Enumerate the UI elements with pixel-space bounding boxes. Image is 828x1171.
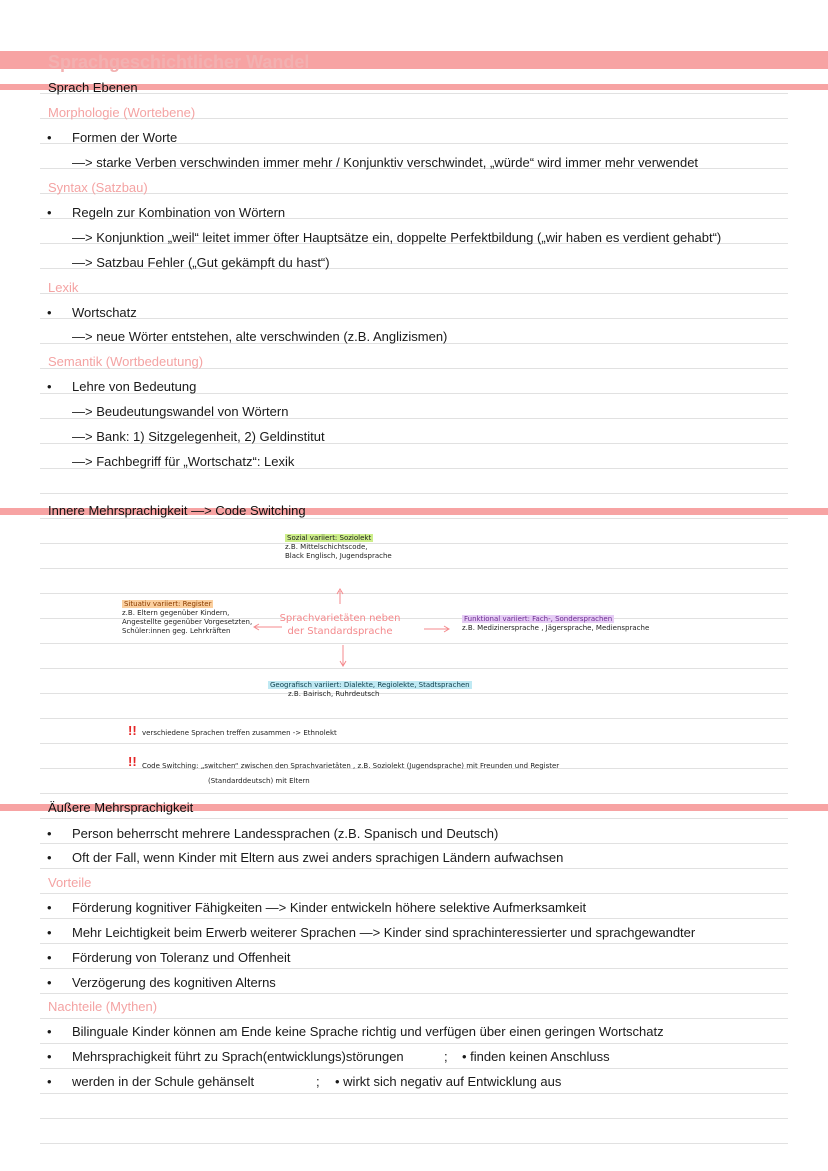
subheading-nachteile: Nachteile (Mythen)	[48, 999, 158, 1014]
bullet: •	[47, 950, 52, 965]
subheading-morphologie: Morphologie (Wortebene)	[48, 105, 196, 120]
detail-line: —> Fachbegriff für „Wortschatz“: Lexik	[72, 454, 295, 469]
bullet: •	[47, 1049, 52, 1064]
sozial-line: Black Englisch, Jugendsprache	[285, 552, 392, 560]
section-heading-innere: Innere Mehrsprachigkeit —> Code Switching	[48, 503, 306, 518]
list-item: Bilinguale Kinder können am Ende keine Sprache richtig und verfügen über einen geringen Wortschatz	[72, 1024, 664, 1039]
sozial-line: z.B. Mittelschichtscode,	[285, 543, 368, 551]
bullet: •	[47, 1024, 52, 1039]
section-heading-aeussere: Äußere Mehrsprachigkeit	[48, 800, 194, 815]
bullet: •	[47, 900, 52, 915]
detail-line: —> Beudeutungswandel von Wörtern	[72, 404, 289, 419]
detail-line: —> Satzbau Fehler („Gut gekämpft du hast“)	[72, 255, 330, 270]
sozial-block	[285, 534, 392, 561]
situativ-line: z.B. Eltern gegenüber Kindern,	[122, 609, 230, 617]
sozial-title: Sozial variiert: Soziolekt	[287, 534, 372, 542]
geografisch-line: z.B. Bairisch, Ruhrdeutsch	[288, 690, 380, 698]
subheading-lexik: Lexik	[48, 280, 79, 295]
detail-line: —> neue Wörter entstehen, alte verschwinden (z.B. Anglizismen)	[72, 329, 448, 344]
list-item: werden in der Schule gehänselt	[72, 1074, 255, 1089]
geografisch-block	[268, 681, 472, 699]
detail-line: —> Bank: 1) Sitzgelegenheit, 2) Geldinstitut	[72, 429, 325, 444]
separator: ;	[316, 1074, 320, 1089]
list-item: Förderung von Toleranz und Offenheit	[72, 950, 291, 965]
funktional-line: z.B. Medizinersprache , Jägersprache, Mediensprache	[462, 624, 650, 632]
bullet: •	[47, 379, 52, 394]
note-ethnolekt: verschiedene Sprachen treffen zusammen -> Ethnolekt	[142, 729, 337, 737]
bullet: •	[47, 925, 52, 940]
note-code-switching-cont: (Standarddeutsch) mit Eltern	[208, 777, 310, 785]
separator: ;	[444, 1049, 448, 1064]
situativ-block	[122, 600, 252, 636]
list-item: Lehre von Bedeutung	[72, 379, 197, 394]
list-item: Mehrsprachigkeit führt zu Sprach(entwicklungs)störungen	[72, 1049, 404, 1064]
list-item: Person beherrscht mehrere Landessprachen (z.B. Spanisch und Deutsch)	[72, 826, 499, 841]
exclamation-icon: !!	[128, 754, 137, 769]
detail-line: —> Konjunktion „weil“ leitet immer öfter Hauptsätze ein, doppelte Perfektbildung („wir haben es verdient gehabt“)	[72, 230, 722, 245]
subheading-vorteile: Vorteile	[48, 875, 92, 890]
bullet: •	[47, 305, 52, 320]
situativ-line: Angestellte gegenüber Vorgesetzten,	[122, 618, 253, 626]
detail-line: —> starke Verben verschwinden immer mehr / Konjunktiv verschwindet, „würde“ wird immer mehr verwendet	[72, 155, 699, 170]
list-item-extra: • wirkt sich negativ auf Entwicklung aus	[335, 1074, 562, 1089]
list-item: Förderung kognitiver Fähigkeiten —> Kinder entwickeln höhere selektive Aufmerksamkeit	[72, 900, 587, 915]
diagram-center-label: Sprachvarietäten neben der Standardsprache	[279, 613, 401, 637]
section-heading-ebenen: Sprach Ebenen	[48, 80, 138, 95]
funktional-block	[462, 615, 649, 633]
bullet: •	[47, 205, 52, 220]
list-item: Verzögerung des kognitiven Alterns	[72, 975, 276, 990]
note-code-switching: Code Switching: „switchen“ zwischen den Sprachvarietäten , z.B. Soziolekt (Jugendsprache) mit Freunden und Register	[142, 762, 560, 770]
list-item: Regeln zur Kombination von Wörtern	[72, 205, 286, 220]
subheading-syntax: Syntax (Satzbau)	[48, 180, 148, 195]
bullet: •	[47, 850, 52, 865]
list-item: Mehr Leichtigkeit beim Erwerb weiterer Sprachen —> Kinder sind sprachinteressierter und sprachgewandter	[72, 925, 696, 940]
funktional-title: Funktional variiert: Fach-, Sondersprachen	[464, 615, 613, 623]
bullet: •	[47, 975, 52, 990]
list-item-extra: • finden keinen Anschluss	[462, 1049, 610, 1064]
list-item: Oft der Fall, wenn Kinder mit Eltern aus zwei anders sprachigen Ländern aufwachsen	[72, 850, 564, 865]
situativ-line: Schüler:innen geg. Lehrkräften	[122, 627, 231, 635]
subheading-semantik: Semantik (Wortbedeutung)	[48, 354, 204, 369]
situativ-title: Situativ variiert: Register	[124, 600, 212, 608]
geografisch-title: Geografisch variiert: Dialekte, Regiolekte, Stadtsprachen	[270, 681, 470, 689]
list-item: Wortschatz	[72, 305, 137, 320]
bullet: •	[47, 130, 52, 145]
bullet: •	[47, 826, 52, 841]
exclamation-icon: !!	[128, 723, 137, 738]
page-title: Sprachgeschichtlicher Wandel	[48, 52, 310, 72]
list-item: Formen der Worte	[72, 130, 178, 145]
bullet: •	[47, 1074, 52, 1089]
